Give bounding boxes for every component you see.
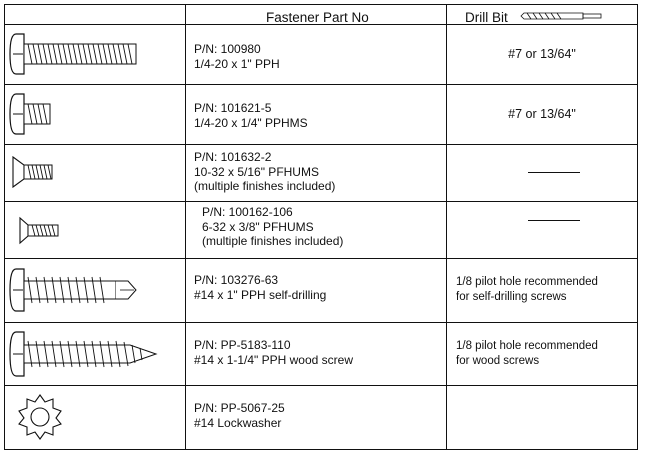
drill-note-line: 1/8 pilot hole recommended: [456, 340, 598, 352]
part-info-4: [202, 205, 343, 249]
fastener-table: [4, 4, 638, 450]
header-drill-bit: Drill Bit: [465, 10, 508, 25]
part-spec: 6-32 x 3/8" PFHUMS: [202, 219, 314, 234]
drill-note-line: for wood screws: [456, 354, 540, 367]
table-border-left: [4, 4, 5, 450]
part-spec: #14 Lockwasher: [194, 415, 282, 430]
part-info-2: [194, 101, 308, 130]
part-number: P/N: 100162-106: [202, 205, 293, 219]
column-divider: [446, 4, 447, 450]
part-number: P/N: PP-5183-110: [194, 338, 291, 352]
drill-bit-size: #7 or 13/64": [508, 47, 576, 61]
part-note: (multiple finishes included): [202, 234, 344, 248]
drill-note-5: [456, 275, 598, 304]
part-info-6: [194, 338, 353, 367]
pan-head-machine-screw-long-icon: [10, 30, 140, 78]
column-divider: [185, 4, 186, 450]
row-divider: [4, 144, 638, 145]
part-info-3: [194, 150, 335, 194]
row-divider: [4, 201, 638, 202]
table-border-right: [637, 4, 638, 450]
table-border-bottom: [4, 449, 638, 450]
no-drill-bit-dash: [528, 220, 580, 221]
row-divider: [4, 322, 638, 323]
drill-bit-size: #7 or 13/64": [508, 107, 576, 121]
header-part-no: Fastener Part No: [266, 10, 369, 25]
row-divider: [4, 84, 638, 85]
part-spec: 10-32 x 5/16" PFHUMS: [194, 164, 319, 179]
part-number: P/N: 103276-63: [194, 273, 279, 287]
part-number: P/N: 101632-2: [194, 150, 272, 164]
no-drill-bit-dash: [528, 172, 580, 173]
part-number: P/N: 101621-5: [194, 101, 272, 115]
part-info-7: [194, 401, 285, 430]
part-number: P/N: PP-5067-25: [194, 401, 285, 415]
flat-head-machine-screw-icon: [10, 155, 60, 191]
wood-screw-icon: [10, 328, 160, 380]
drill-note-6: [456, 339, 598, 368]
table-border-top: [4, 4, 638, 5]
drill-note-line: 1/8 pilot hole recommended: [456, 276, 598, 288]
pan-head-machine-screw-short-icon: [10, 90, 60, 138]
row-divider: [4, 385, 638, 386]
drill-bit-icon: [521, 12, 601, 20]
part-info-5: [194, 273, 326, 302]
part-number: P/N: 100980: [194, 42, 261, 56]
part-spec: 1/4-20 x 1" PPH: [194, 56, 280, 71]
self-drilling-screw-icon: [10, 265, 140, 315]
part-spec: 1/4-20 x 1/4" PPHMS: [194, 115, 308, 130]
part-note: (multiple finishes included): [194, 179, 336, 193]
drill-note-line: for self-drilling screws: [456, 290, 567, 303]
part-info-1: [194, 42, 280, 71]
part-spec: #14 x 1-1/4" PPH wood screw: [194, 352, 353, 367]
flat-head-machine-screw-small-icon: [18, 217, 68, 247]
row-divider: [4, 258, 638, 259]
part-spec: #14 x 1" PPH self-drilling: [194, 287, 327, 302]
lockwasher-icon: [16, 393, 66, 443]
